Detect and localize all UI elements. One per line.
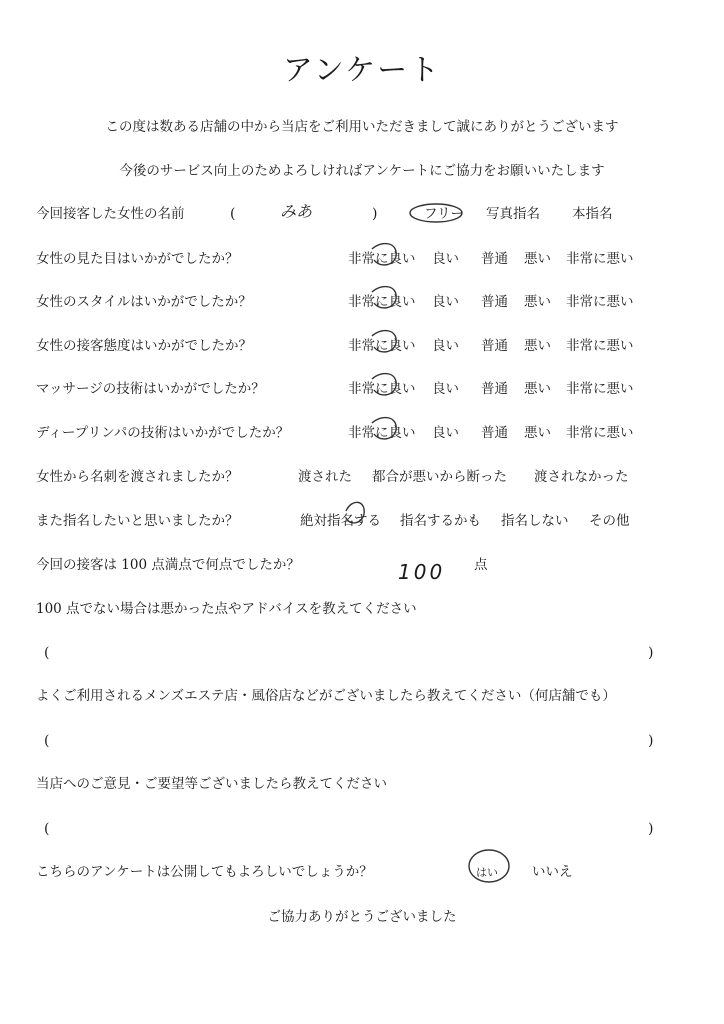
advice-close-paren: ) — [648, 645, 654, 661]
rating-2-option-1[interactable]: 非常に良い — [348, 294, 416, 310]
rating-3-option-1[interactable]: 非常に良い — [348, 338, 416, 354]
rating-question-4: マッサージの技術はいかがでしたか？ — [36, 381, 265, 397]
advice-open-paren: ( — [44, 645, 50, 661]
rating-4-option-4[interactable]: 悪い — [524, 381, 551, 397]
rating-1-option-5[interactable]: 非常に悪い — [566, 251, 634, 267]
rating-5-option-3[interactable]: 普通 — [481, 425, 508, 441]
name-open-paren: ( — [230, 206, 236, 222]
card-question-label: 女性から名刺を渡されましたか？ — [36, 469, 239, 485]
repeat-option-maybe[interactable]: 指名するかも — [400, 513, 481, 529]
rating-question-3: 女性の接客態度はいかがでしたか？ — [36, 338, 252, 354]
score-unit: 点 — [474, 557, 488, 573]
rating-1-option-4[interactable]: 悪い — [524, 251, 551, 267]
rating-4-option-5[interactable]: 非常に悪い — [566, 381, 634, 397]
rating-3-option-5[interactable]: 非常に悪い — [566, 338, 634, 354]
rating-question-2: 女性のスタイルはいかがでしたか？ — [36, 294, 252, 310]
name-answer[interactable]: みあ — [280, 202, 313, 221]
rating-1-option-2[interactable]: 良い — [432, 251, 459, 267]
repeat-option-no[interactable]: 指名しない — [501, 513, 569, 529]
rating-4-option-2[interactable]: 良い — [432, 381, 459, 397]
repeat-option-definitely[interactable]: 絶対指名する — [300, 513, 381, 529]
name-option-main[interactable]: 本指名 — [572, 206, 613, 222]
feedback-open-paren: ( — [44, 821, 50, 837]
rating-5-option-1[interactable]: 非常に良い — [348, 425, 416, 441]
rating-5-option-5[interactable]: 非常に悪い — [566, 425, 634, 441]
publish-option-no[interactable]: いいえ — [532, 864, 573, 880]
closing-message: ご協力ありがとうございました — [267, 909, 457, 925]
rating-3-option-3[interactable]: 普通 — [481, 338, 508, 354]
other-shops-question-label: よくご利用されるメンズエステ店・風俗店などがございましたら教えてください（何店舗でも） — [36, 688, 616, 704]
publish-question-label: こちらのアンケートは公開してもよろしいでしょうか？ — [36, 864, 373, 880]
intro-line-1: この度は数ある店舗の中から当店をご利用いただきまして誠にありがとうございます — [105, 119, 619, 135]
rating-2-option-5[interactable]: 非常に悪い — [566, 294, 634, 310]
other-shops-open-paren: ( — [44, 733, 50, 749]
rating-2-option-3[interactable]: 普通 — [481, 294, 508, 310]
score-answer[interactable]: 100 — [398, 560, 446, 584]
name-close-paren: ) — [372, 206, 378, 222]
rating-5-option-2[interactable]: 良い — [432, 425, 459, 441]
repeat-option-other[interactable]: その他 — [589, 513, 630, 529]
rating-2-option-2[interactable]: 良い — [432, 294, 459, 310]
rating-1-option-1[interactable]: 非常に良い — [348, 251, 416, 267]
rating-2-option-4[interactable]: 悪い — [524, 294, 551, 310]
survey-title: アンケート — [282, 53, 442, 88]
rating-1-option-3[interactable]: 普通 — [481, 251, 508, 267]
name-option-photo[interactable]: 写真指名 — [486, 206, 540, 222]
publish-option-yes[interactable]: はい — [476, 866, 498, 879]
repeat-question-label: また指名したいと思いましたか？ — [36, 513, 239, 529]
rating-4-option-1[interactable]: 非常に良い — [348, 381, 416, 397]
card-option-declined[interactable]: 都合が悪いから断った — [372, 469, 507, 485]
feedback-close-paren: ) — [648, 821, 654, 837]
rating-5-option-4[interactable]: 悪い — [524, 425, 551, 441]
rating-question-1: 女性の見た目はいかがでしたか？ — [36, 251, 239, 267]
score-question-label: 今回の接客は 100 点満点で何点でしたか？ — [36, 557, 300, 573]
feedback-question-label: 当店へのご意見・ご要望等ございましたら教えてください — [36, 776, 387, 792]
rating-4-option-3[interactable]: 普通 — [481, 381, 508, 397]
card-option-received[interactable]: 渡された — [298, 469, 352, 485]
intro-line-2: 今後のサービス向上のためよろしければアンケートにご協力をお願いいたします — [119, 163, 605, 179]
name-option-free[interactable]: フリー — [424, 206, 464, 222]
other-shops-close-paren: ) — [648, 733, 654, 749]
rating-3-option-4[interactable]: 悪い — [524, 338, 551, 354]
rating-question-5: ディープリンパの技術はいかがでしたか？ — [36, 425, 290, 441]
card-option-not-received[interactable]: 渡されなかった — [534, 469, 629, 485]
name-question-label: 今回接客した女性の名前 — [36, 206, 185, 222]
advice-question-label: 100 点でない場合は悪かった点やアドバイスを教えてください — [36, 601, 417, 617]
rating-3-option-2[interactable]: 良い — [432, 338, 459, 354]
